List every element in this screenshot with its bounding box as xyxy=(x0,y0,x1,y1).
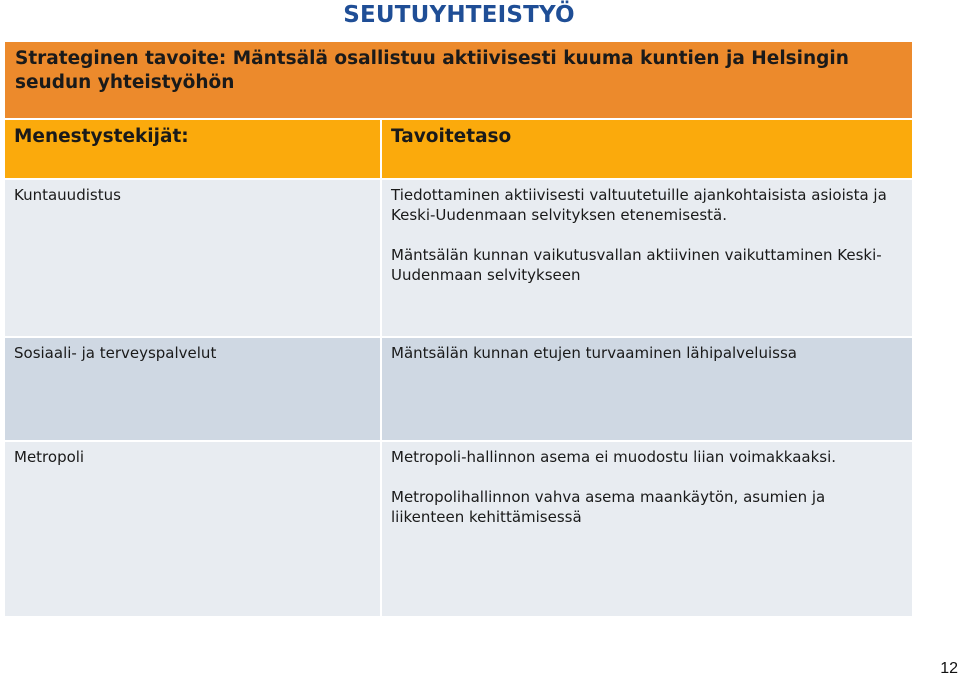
target-text: Mäntsälän kunnan vaikutusvallan aktiivinen vaikuttaminen Keski-Uudenmaan selvitykseen xyxy=(391,246,882,284)
factor-cell: Sosiaali- ja terveyspalvelut xyxy=(5,338,382,440)
target-text: Metropolihallinnon vahva asema maankäytön, asumien ja liikenteen kehittämisessä xyxy=(391,488,826,526)
table-row xyxy=(5,442,912,616)
target-cell xyxy=(382,442,912,616)
target-cell xyxy=(382,338,912,440)
header-target-level: Tavoitetaso xyxy=(391,126,512,147)
header-success-factors: Menestystekijät: xyxy=(5,120,382,178)
table-row xyxy=(5,338,912,442)
target-text: Mäntsälän kunnan etujen turvaaminen lähipalveluissa xyxy=(391,344,797,362)
factor-cell: Metropoli xyxy=(5,442,382,616)
factor-cell: Kuntauudistus xyxy=(5,180,382,336)
slide-title: SEUTUYHTEISTYÖ xyxy=(343,2,575,28)
page-number: 12 xyxy=(940,660,958,677)
target-text: Tiedottaminen aktiivisesti valtuutetuille ajankohtaisista asioista ja Keski-Uudenmaan selvityksen etenemisestä. xyxy=(391,186,887,224)
target-text: Metropoli-hallinnon asema ei muodostu liian voimakkaaksi. xyxy=(391,448,837,466)
strategy-table xyxy=(5,42,912,616)
target-cell xyxy=(382,180,912,336)
table-header-row xyxy=(5,120,912,180)
table-row xyxy=(5,180,912,338)
strategic-goal: Strateginen tavoite: Mäntsälä osallistuu aktiivisesti kuuma kuntien ja Helsingin seudun yhteistyöhön xyxy=(5,42,912,120)
